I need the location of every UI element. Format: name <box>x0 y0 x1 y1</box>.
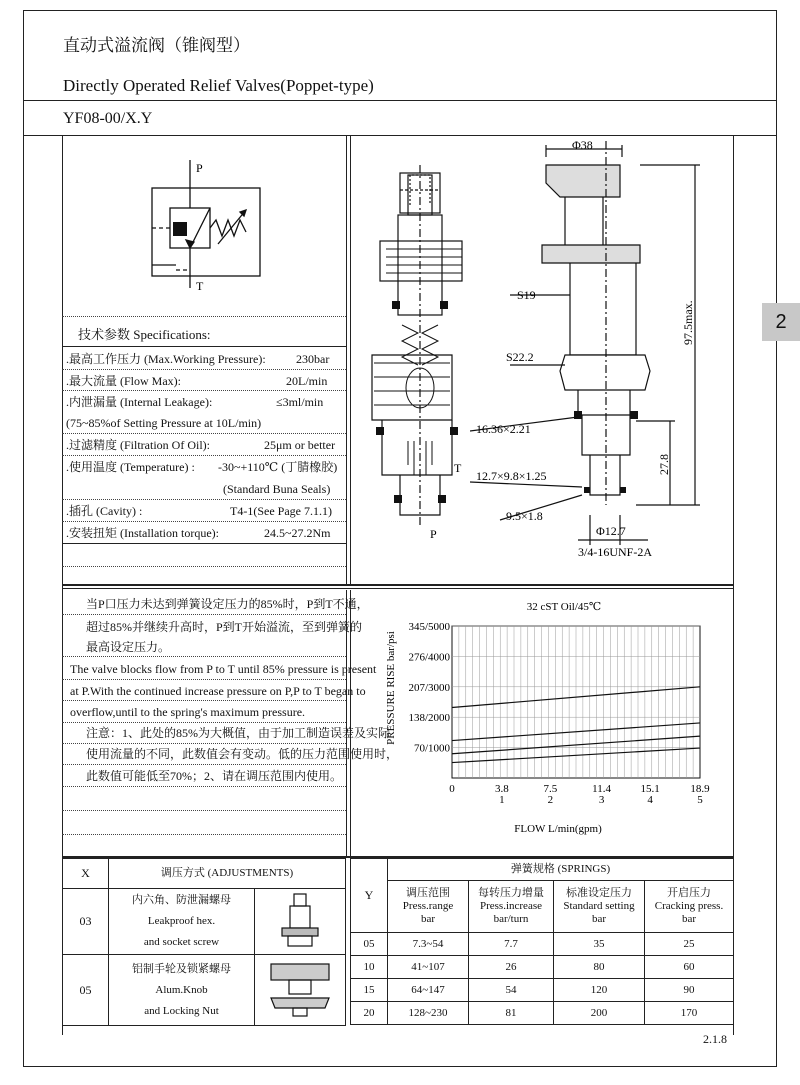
col-en: Standard setting <box>563 900 635 912</box>
desc-en-line: at P.With the continued increase pressure on P,P to T began to <box>70 684 366 698</box>
desc-rule <box>62 834 346 835</box>
cell-y: 10 <box>351 956 388 979</box>
cell-range: 128~230 <box>388 1002 469 1025</box>
desc-en-line: overflow,until to the spring's maximum pressure. <box>70 705 306 719</box>
desc-rule <box>62 679 346 680</box>
adjust-illustration <box>255 955 346 1026</box>
springs-column-head <box>388 881 469 933</box>
cell-standard: 120 <box>554 979 645 1002</box>
desc-note-line: 使用流量的不同，此数值会有变动。低的压力范围使用时， <box>86 747 399 761</box>
adjust-code: 05 <box>63 955 109 1026</box>
cell-increase: 54 <box>469 979 554 1002</box>
dim-diameter-38: Φ38 <box>572 138 593 152</box>
hydraulic-symbol <box>140 160 280 295</box>
springs-row <box>351 956 734 979</box>
chart-x-tick: 0 <box>449 783 455 795</box>
cell-cracking: 60 <box>645 956 734 979</box>
cell-y: 20 <box>351 1002 388 1025</box>
chart-y-tick: 276/4000 <box>408 651 450 664</box>
desc-rule <box>62 700 346 701</box>
dim-oring-1: 16.36×2.21 <box>476 422 531 436</box>
adjust-illustration <box>255 889 346 955</box>
spec-value: 25μm or better <box>264 438 336 452</box>
spec-value: ≤3ml/min <box>276 395 324 409</box>
spec-value: (Standard Buna Seals) <box>223 482 331 496</box>
adjust-desc-cn: 内六角、防泄漏螺母 <box>132 894 231 906</box>
adjust-desc-en: and Locking Nut <box>144 1004 219 1017</box>
springs-row <box>351 979 734 1002</box>
adjust-desc <box>109 889 255 955</box>
adjust-heading: 调压方式 (ADJUSTMENTS) <box>109 859 346 889</box>
dim-oring-3: 9.5×1.8 <box>506 509 543 523</box>
spec-label: .过滤精度 (Filtration Of Oil): <box>66 438 210 452</box>
cell-cracking: 25 <box>645 933 734 956</box>
spec-note: (75~85%of Setting Pressure at 10L/min) <box>66 416 262 430</box>
section-tab: 2 <box>762 303 800 341</box>
chart-y-tick: 138/2000 <box>408 712 450 725</box>
dim-thread: 3/4-16UNF-2A <box>578 545 652 559</box>
spec-rule <box>62 455 346 456</box>
desc-rule <box>62 764 346 765</box>
dim-diameter-12: Φ12.7 <box>596 524 626 538</box>
symbol-port-p: P <box>196 161 203 175</box>
knob-icon <box>265 958 335 1018</box>
spec-rule <box>62 390 346 391</box>
page-number: 2.1.8 <box>703 1032 727 1046</box>
col-unit: bar/turn <box>493 913 529 925</box>
model-code: YF08-00/X.Y <box>63 110 153 127</box>
spec-value: -30~+110℃ (丁腈橡胶) <box>218 460 338 474</box>
cell-y: 15 <box>351 979 388 1002</box>
chart-x-tick-gpm: 1 <box>499 794 505 806</box>
spec-label: .安装扭矩 (Installation torque): <box>66 526 219 540</box>
valve-cross-section <box>352 145 472 565</box>
chart-x-tick: 7.5 <box>543 783 558 795</box>
header-rule <box>23 100 776 101</box>
dim-s19: S19 <box>517 288 536 302</box>
chart-x-tick: 11.4 <box>592 783 612 795</box>
desc-cn-line: 超过85%并继续升高时，P到T开始溢流，至到弹簧的 <box>86 620 363 634</box>
cell-y: 05 <box>351 933 388 956</box>
title-en: Directly Operated Relief Valves(Poppet-type) <box>63 76 374 95</box>
spec-rule <box>62 433 346 434</box>
panel-rule <box>62 588 734 589</box>
cell-standard: 200 <box>554 1002 645 1025</box>
chart-x-tick: 18.9 <box>690 783 710 795</box>
springs-row <box>351 1002 734 1025</box>
spec-value: 24.5~27.2Nm <box>264 526 331 540</box>
cell-range: 64~147 <box>388 979 469 1002</box>
spec-rule <box>62 346 346 347</box>
col-cn: 调压范围 <box>406 887 450 899</box>
chart-x-tick: 15.1 <box>640 783 660 795</box>
col-unit: bar <box>681 913 697 925</box>
desc-rule <box>62 614 346 615</box>
chart-y-tick: 70/1000 <box>413 742 450 755</box>
springs-row <box>351 933 734 956</box>
desc-cn-line: 当P口压力未达到弹簧设定压力的85%时，P到T不通， <box>86 597 369 611</box>
col-en: Press.increase <box>479 900 542 912</box>
spec-rule <box>62 369 346 370</box>
dim-s22: S22.2 <box>506 350 534 364</box>
adjust-desc-en: and socket screw <box>143 936 220 948</box>
col-unit: bar <box>420 913 436 925</box>
cell-cracking: 170 <box>645 1002 734 1025</box>
chart-x-tick-gpm: 2 <box>547 794 554 806</box>
desc-cn-line: 最高设定压力。 <box>86 640 171 654</box>
spec-rule <box>62 316 346 317</box>
specs-heading: 技术参数 Specifications: <box>78 327 211 342</box>
cell-standard: 80 <box>554 956 645 979</box>
chart-y-tick: 207/3000 <box>408 681 450 694</box>
col-unit: bar <box>591 913 607 925</box>
col-cn: 开启压力 <box>667 887 711 899</box>
desc-rule <box>62 786 346 787</box>
panel-rule <box>62 584 734 586</box>
cell-increase: 81 <box>469 1002 554 1025</box>
adjust-col-x: X <box>63 859 109 889</box>
chart-y-tick: 345/5000 <box>408 621 450 633</box>
col-cn: 标准设定压力 <box>566 887 632 899</box>
adjustments-table <box>62 858 346 1026</box>
cell-standard: 35 <box>554 933 645 956</box>
spec-value: 230bar <box>296 352 330 366</box>
chart-x-label: FLOW L/min(gpm) <box>514 823 602 835</box>
spec-label: .最大流量 (Flow Max): <box>66 374 181 388</box>
spec-value: 20L/min <box>286 374 328 388</box>
adjust-code: 03 <box>63 889 109 955</box>
dim-max-length: 97.5max. <box>681 300 695 345</box>
desc-rule <box>62 656 346 657</box>
spec-label: .最高工作压力 (Max.Working Pressure): <box>66 352 266 366</box>
cell-increase: 7.7 <box>469 933 554 956</box>
desc-note-line: 此数值可能低至70%；2、请在调压范围内使用。 <box>86 769 342 783</box>
adjust-desc-cn: 铝制手轮及锁紧螺母 <box>132 962 231 975</box>
dim-oring-2: 12.7×9.8×1.25 <box>476 469 547 483</box>
hex-screw-icon <box>270 890 330 950</box>
springs-column-head <box>469 881 554 933</box>
desc-rule <box>62 810 346 811</box>
valve-outline-drawing <box>470 135 720 575</box>
chart-x-tick-gpm: 3 <box>598 794 605 806</box>
spec-label: .插孔 (Cavity) : <box>66 504 143 518</box>
panel-divider <box>346 135 351 585</box>
col-en: Press.range <box>402 900 454 912</box>
springs-table <box>350 858 734 1025</box>
cell-cracking: 90 <box>645 979 734 1002</box>
chart-x-tick: 3.8 <box>494 783 509 795</box>
cell-range: 7.3~54 <box>388 933 469 956</box>
springs-column-head <box>554 881 645 933</box>
spec-rule <box>62 499 346 500</box>
chart-y-label: PRESSURE RISE bar/psi <box>385 631 397 745</box>
section-port-p: P <box>430 527 437 541</box>
chart-title: 32 cST Oil/45℃ <box>526 601 602 613</box>
section-port-t: T <box>454 461 462 475</box>
pressure-rise-chart <box>352 596 732 846</box>
spec-label: .使用温度 (Temperature) : <box>66 460 195 474</box>
desc-rule <box>62 722 346 723</box>
desc-rule <box>62 743 346 744</box>
spec-rule <box>62 543 346 544</box>
adjust-desc-en: Leakproof hex. <box>147 915 216 927</box>
desc-en-line: The valve blocks flow from P to T until 85% pressure is present <box>70 662 377 676</box>
springs-column-head <box>645 881 734 933</box>
spec-rule <box>62 566 346 567</box>
spec-rule <box>62 521 346 522</box>
desc-note-line: 注意：1、此处的85%为大概值，由于加工制造误差及实际 <box>86 726 390 740</box>
chart-x-tick-gpm: 4 <box>647 794 653 806</box>
springs-heading: 弹簧规格 (SPRINGS) <box>388 859 734 881</box>
symbol-port-t: T <box>196 279 204 293</box>
chart-x-tick-gpm: 5 <box>697 794 703 806</box>
col-en: Cracking press. <box>654 900 724 912</box>
dim-27-8: 27.8 <box>657 454 671 475</box>
title-cn: 直动式溢流阀（锥阀型） <box>63 36 250 55</box>
adjust-desc <box>109 955 255 1026</box>
cell-range: 41~107 <box>388 956 469 979</box>
col-cn: 每转压力增量 <box>478 887 544 899</box>
adjust-desc-en: Alum.Knob <box>155 983 208 996</box>
cell-increase: 26 <box>469 956 554 979</box>
spec-value: T4-1(See Page 7.1.1) <box>230 504 332 518</box>
springs-col-y: Y <box>351 859 388 933</box>
spec-label: .内泄漏量 (Internal Leakage): <box>66 395 213 409</box>
